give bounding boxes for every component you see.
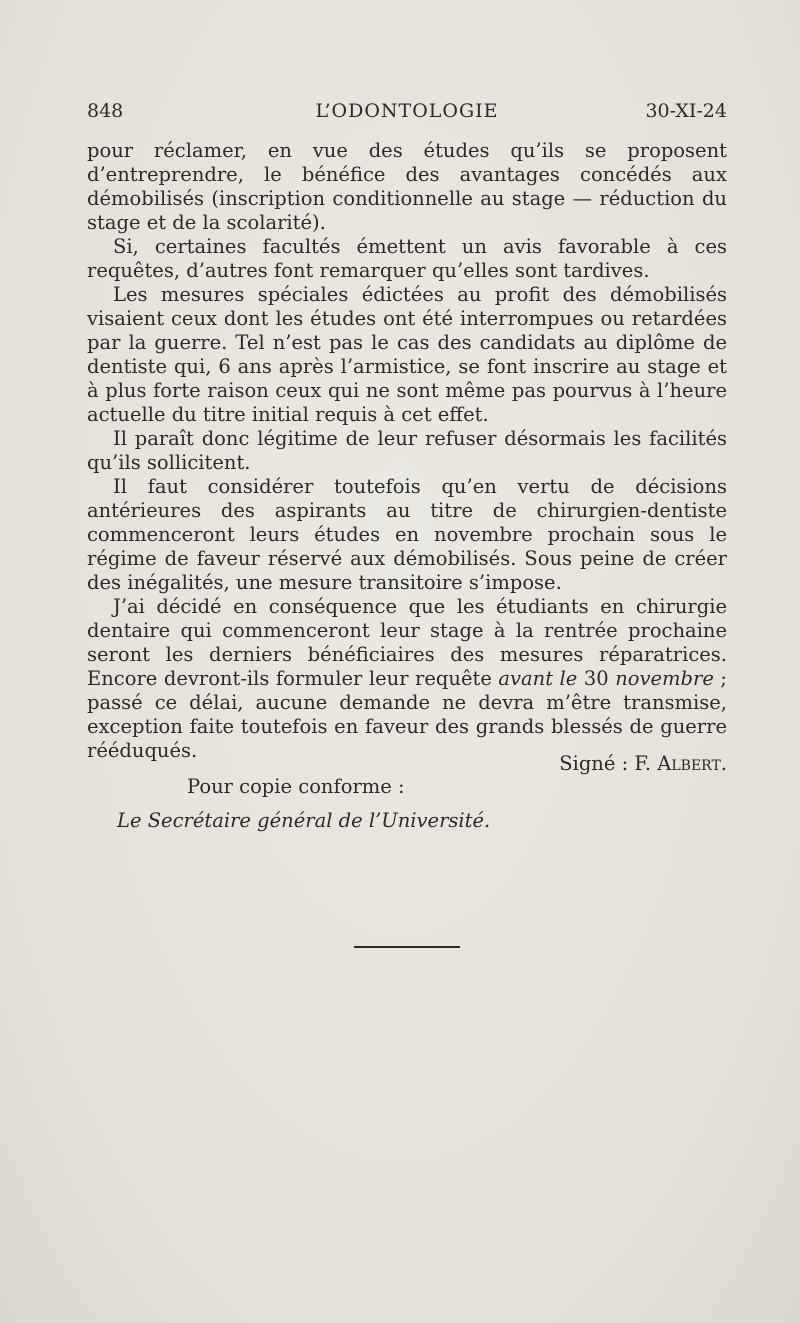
body-text	[87, 139, 727, 763]
decision-day: 30	[577, 667, 616, 690]
signatory-name: Albert.	[657, 752, 727, 775]
paragraph: Il faut considérer toutefois qu’en vertu de décisions antérieures des aspirants au titre de chirurgien-dentiste commenceront leurs études en novembre prochain sous le régime de faveur réservé aux démobilisés. Sous peine de créer des inégalités, une mesure transitoire s’impose.	[87, 475, 727, 594]
decision-text-end: ; passé ce délai, aucune demande ne devra m’être transmise, exception faite toutefois en faveur des grands blessés de guerre rééduqués.	[87, 667, 727, 762]
signature-prefix: Signé : F.	[559, 752, 658, 775]
paragraph: pour réclamer, en vue des études qu’ils se proposent d’entreprendre, le bénéfice des avantages concédés aux démobilisés (inscription conditionnelle au stage — réduction du stage et de la scolarité).	[87, 139, 727, 234]
paragraph-decision	[87, 595, 727, 763]
decision-emphasis: avant le	[498, 667, 578, 690]
copy-conforme: Pour copie conforme :	[187, 775, 405, 798]
issue-date: 30-XI-24	[645, 100, 727, 122]
signature-line	[87, 752, 727, 775]
page-number: 848	[87, 100, 124, 122]
page-header	[87, 100, 727, 130]
journal-title: L’ODONTOLOGIE	[315, 100, 499, 122]
secretary-line: Le Secrétaire général de l’Université.	[117, 809, 491, 832]
decision-month: novembre	[615, 667, 714, 690]
section-divider	[354, 946, 460, 948]
decision-text-start: J’ai décidé en conséquence que les étudiants en chirurgie dentaire qui commenceront leur stage à la rentrée prochaine seront les derniers bénéficiaires des mesures réparatrices. Encore devront-ils formuler leur requête	[87, 595, 727, 690]
paragraph: Les mesures spéciales édictées au profit des démobilisés visaient ceux dont les études ont été interrompues ou retardées par la guerre. Tel n’est pas le cas des candidats au diplôme de dentiste qui, 6 ans après l’armistice, se font inscrire au stage et à plus forte raison ceux qui ne sont même pas pourvus à l’heure actuelle du titre initial requis à cet effet.	[87, 283, 727, 426]
paragraph: Si, certaines facultés émettent un avis favorable à ces requêtes, d’autres font remarquer qu’elles sont tardives.	[87, 235, 727, 282]
paragraph: Il paraît donc légitime de leur refuser désormais les facilités qu’ils sollicitent.	[87, 427, 727, 474]
